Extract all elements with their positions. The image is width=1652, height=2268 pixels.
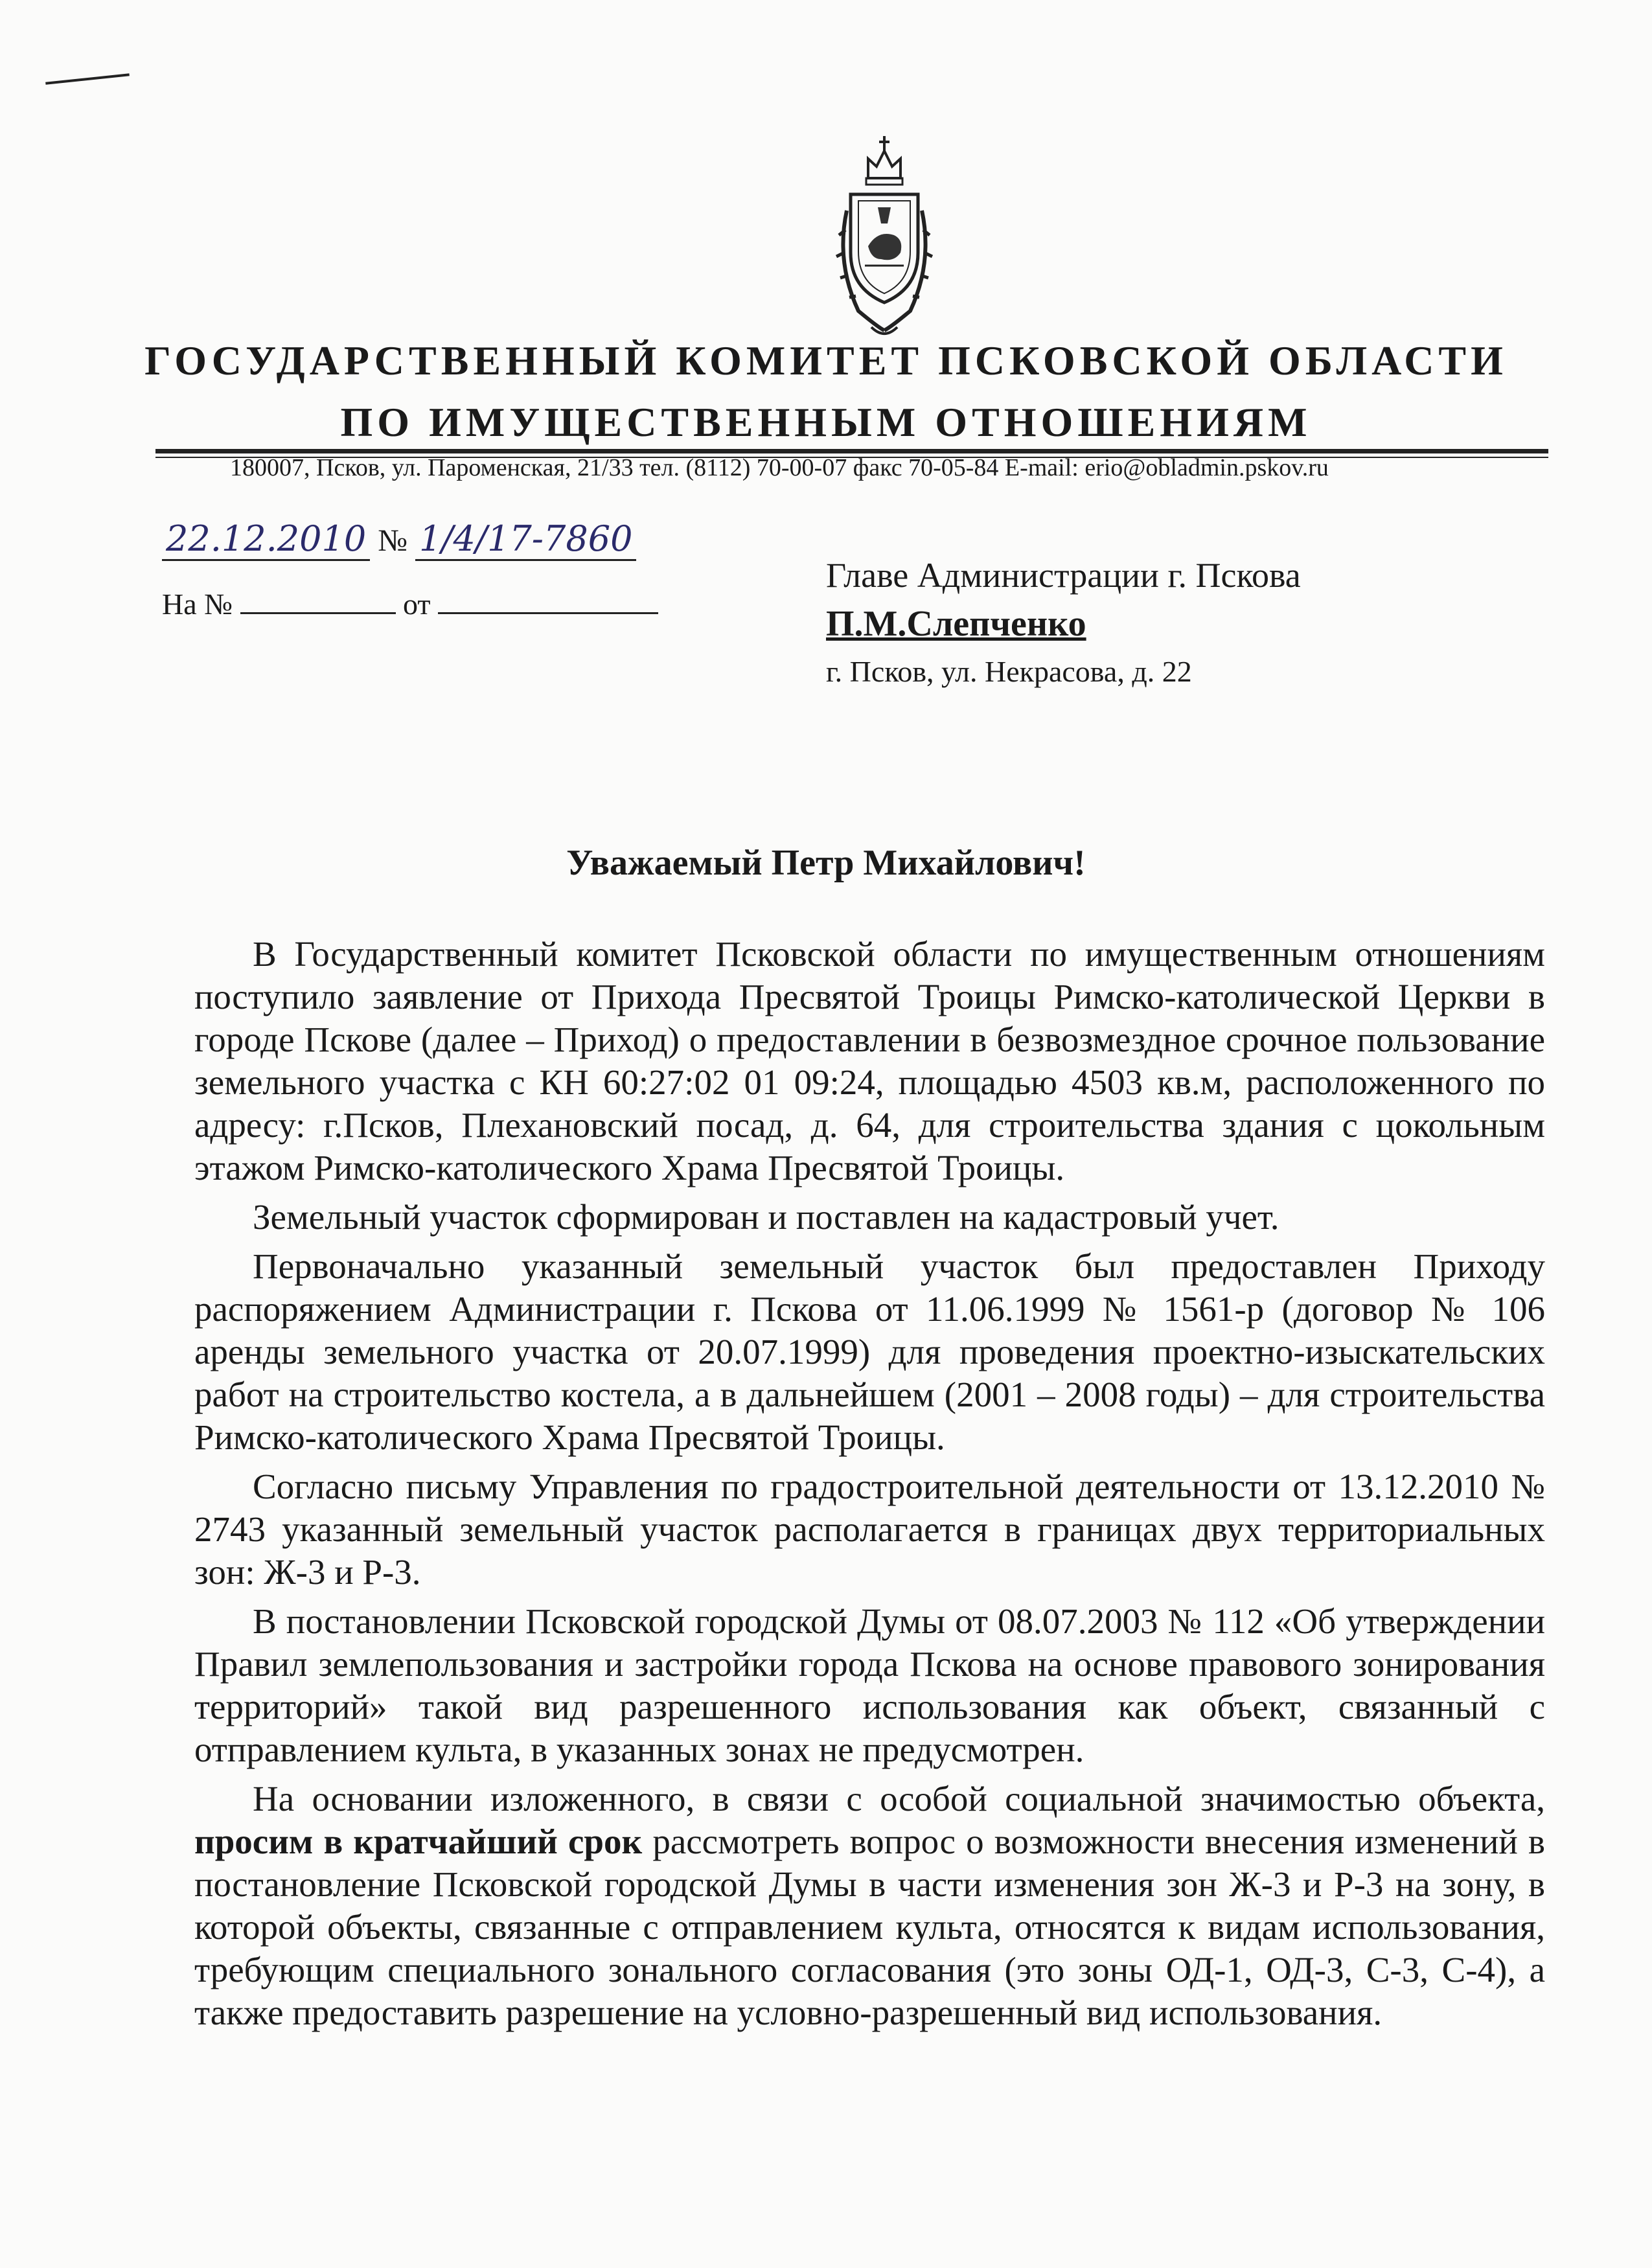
body-paragraph: Земельный участок сформирован и поставлен на кадастровый учет. (253, 1197, 1279, 1237)
registration-date: 22.12.2010 (162, 518, 370, 561)
body-paragraph: Первоначально указанный земельный участок был предоставлен Приходу распоряжением Администрации г. Пскова от 11.06.1999 № 1561-р (договор № 106 аренды земельного участка от 20.07.1999) для проведения проектно-изыскательских работ на строительство костела, а в дальнейшем (2001 – 2008 годы) – для строительства Римско-католического Храма Пресвятой Троицы. (194, 1246, 1545, 1457)
addressee-address: г. Псков, ул. Некрасова, д. 22 (826, 655, 1192, 688)
body-emphasis: просим в кратчайший срок (194, 1822, 643, 1861)
body-text: На основании изложенного, в связи с особой социальной значимостью объекта, (253, 1779, 1545, 1818)
reply-reference-line (162, 586, 658, 621)
pskov-coat-of-arms-icon (832, 133, 936, 347)
addressee-title: Главе Администрации г. Пскова (826, 556, 1301, 595)
addressee-block (826, 551, 1301, 696)
letter-body (194, 933, 1545, 2041)
addressee-name: П.М.Слепченко (826, 604, 1086, 644)
organization-name-line1: ГОСУДАРСТВЕННЫЙ КОМИТЕТ ПСКОВСКОЙ ОБЛАСТИ (144, 338, 1508, 384)
registration-number: 1/4/17-7860 (415, 518, 636, 561)
body-paragraph: Согласно письму Управления по градостроительной деятельности от 13.12.2010 № 2743 указанный земельный участок располагается в границах двух территориальных зон: Ж-3 и Р-3. (194, 1467, 1545, 1592)
registration-line (162, 518, 636, 561)
reply-label: На № (162, 588, 233, 621)
corner-pen-mark (45, 73, 130, 85)
organization-contacts: 180007, Псков, ул. Пароменская, 21/33 тел. (8112) 70-00-07 факс 70-05-84 E-mail: erio@obladmin.pskov.ru (230, 454, 1329, 481)
body-text: рассмотреть вопрос о возможности внесения изменений в постановление Псковской городской Думы в части изменения зон Ж-3 и Р-3 на зону, в которой объекты, связанные с отправлением культа, относятся к видам использования, требующим специального зонального согласования (это зоны ОД-1, ОД-3, С-3, С-4), а также предоставить разрешение на условно-разрешенный вид использования. (194, 1822, 1546, 2032)
number-sign: № (378, 523, 407, 558)
body-paragraph: В Государственный комитет Псковской области по имущественным отношениям поступило заявление от Прихода Пресвятой Троицы Римско-католической Церкви в городе Пскове (далее – Приход) о предоставлении в безвозмездное срочное пользование земельного участка с КН 60:27:02 01 09:24, площадью 4503 кв.м, расположенного по адресу: г.Псков, Плехановский посад, д. 64, для строительства здания с цокольным этажом Римско-католического Храма Пресвятой Троицы. (194, 934, 1545, 1187)
body-paragraph (194, 1778, 1545, 2034)
reply-date-blank (438, 586, 658, 614)
body-paragraph: В постановлении Псковской городской Думы от 08.07.2003 № 112 «Об утверждении Правил землепользования и застройки города Пскова на основе правового зонирования территорий» такой вид разрешенного использования как объект, связанный с отправлением культа, в указанных зонах не предусмотрен. (194, 1601, 1545, 1769)
reply-number-blank (240, 586, 396, 614)
from-label: от (403, 588, 431, 621)
salutation: Уважаемый Петр Михайлович! (566, 843, 1086, 883)
organization-name-line2: ПО ИМУЩЕСТВЕННЫМ ОТНОШЕНИЯМ (340, 399, 1312, 445)
header-rule (155, 449, 1548, 453)
